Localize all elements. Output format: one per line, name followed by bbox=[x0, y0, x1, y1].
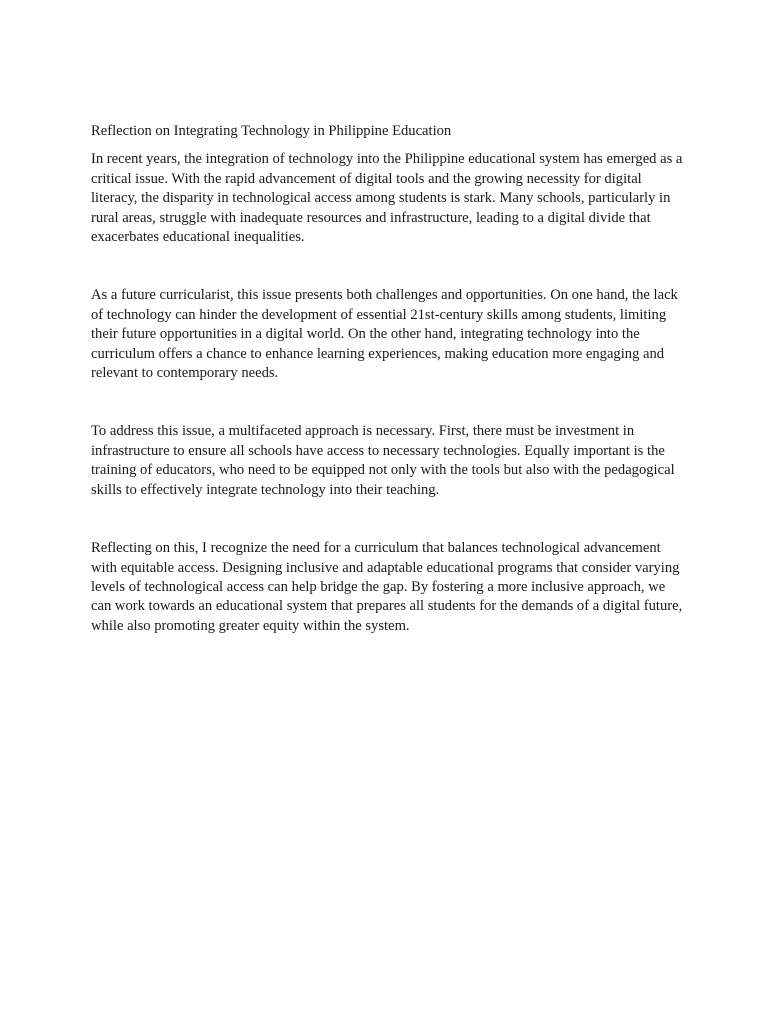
paragraph-3: To address this issue, a multifaceted approach is necessary. First, there must be investment in infrastructure to ensure all schools have access to necessary technologies. Equally important is the training of educators, who need to be equipped not only with the tools but also with the pedagogical skills to effectively integrate technology into their teaching. bbox=[91, 423, 675, 498]
document-body bbox=[91, 122, 683, 675]
paragraph-4: Reflecting on this, I recognize the need for a curriculum that balances technological advancement with equitable access. Designing inclusive and adaptable educational programs that consider varying levels of technological access can help bridge the gap. By fostering a more inclusive approach, we can work towards an educational system that prepares all students for the demands of a digital future, while also promoting greater equity within the system. bbox=[91, 540, 683, 634]
paragraph-1: In recent years, the integration of technology into the Philippine educational system has emerged as a critical issue. With the rapid advancement of digital tools and the growing necessity for digital literacy, the disparity in technological access among students is stark. Many schools, particularly in rural areas, struggle with inadequate resources and infrastructure, leading to a digital divide that exacerbates educational inequalities. bbox=[91, 151, 683, 246]
document-title: Reflection on Integrating Technology in Philippine Education bbox=[91, 123, 452, 139]
paragraph-2: As a future curricularist, this issue presents both challenges and opportunities. On one hand, the lack of technology can hinder the development of essential 21st-century skills among students, limiting their future opportunities in a digital world. On the other hand, integrating technology into the curriculum offers a chance to enhance learning experiences, making education more engaging and relevant to contemporary needs. bbox=[91, 287, 678, 382]
